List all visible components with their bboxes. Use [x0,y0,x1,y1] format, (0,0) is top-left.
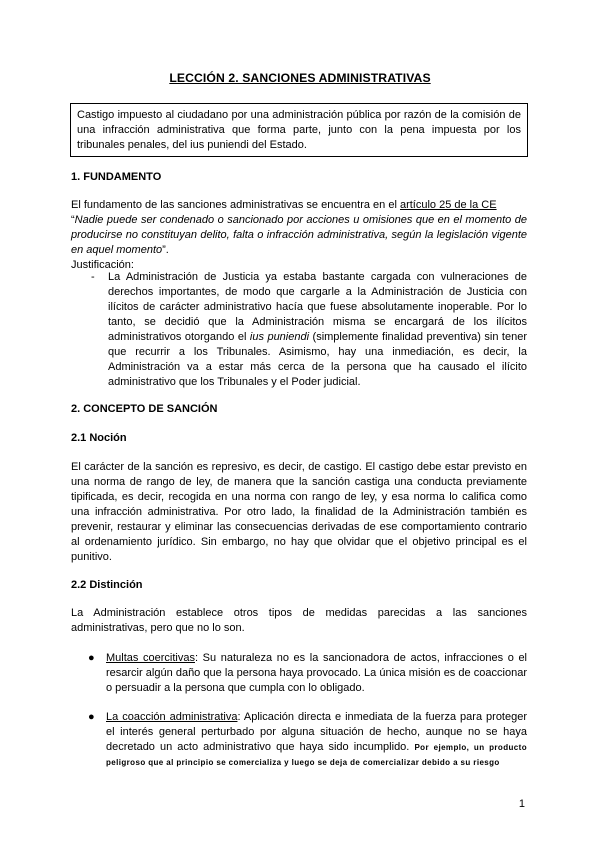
article-link: artículo 25 de la CE [399,199,497,211]
definition-box: Castigo impuesto al ciudadano por una administración pública por razón de la comisión de una infracción administrativa que forma parte, junto con la pena impuesta por los tribunales penales, del ius puniendi del Estado. [70,103,528,157]
section-1-paragraph [71,198,527,273]
page-number: 1 [518,798,525,810]
constitution-quote: Nadie puede ser condenado o sancionado por acciones u omisiones que en el momento de producirse no constituyan delito, falta o infracción administrativa, según la legislación vigente en aquel momento [71,213,527,256]
justification-item [91,270,527,390]
bullet-coaccion-administrativa [88,710,527,770]
multas-coercitivas-term: Multas coercitivas [106,652,195,664]
coaccion-example: Por ejemplo, un producto peligroso que al principio se comercializa y luego se deja de comercializar debido a su riesgo [106,742,527,767]
justification-text-a: La Administración de Justicia ya estaba bastante cargada con vulneraciones de derechos importantes, de modo que cargarle a la Administración de Justicia con ilícitos de carácter administrativo hacía que fuese absolutamente inoperable. Por lo tanto, se decidió que la Administración misma se encargará de los ilícitos administrativos otorgando el [108,271,527,343]
bullet-coaccion-text [106,710,527,770]
section-1-intro: El fundamento de las sanciones administrativas se encuentra en el [71,199,400,211]
bullet-multas-coercitivas [88,651,527,696]
subsection-2-1-paragraph: El carácter de la sanción es represivo, es decir, de castigo. El castigo debe estar previsto en una norma de rango de ley, de manera que la sanción castiga una conducta previamente tipificada, es decir, recogida en una norma con rango de ley, y esa norma lo califica como una infracción administrativa. Por otro lado, la finalidad de la Administración también es prevenir, restaurar y eliminar las consecuencias derivadas de ese comportamiento contrario al ordenamiento jurídico. Sin embargo, no hay que olvidar que el objetivo principal es el punitivo. [71,461,527,563]
subsection-2-2-heading: 2.2 Distinción [71,579,143,591]
multas-coercitivas-desc: : Su naturaleza no es la sancionadora de actos, infracciones o el resarcir algún daño que la persona haya provocado. La única misión es de coaccionar o persuadir a la persona que cumpla con lo obligado. [106,652,528,694]
bullet-marker: ● [88,711,95,723]
section-2-heading: 2. CONCEPTO DE SANCIÓN [71,403,218,415]
coaccion-desc: : Aplicación directa e inmediata de la fuerza para proteger el interés general perturbado por alguna situación de hecho, aunque no se haya decretado un acto administrativo que haya sido incumplido. [106,711,528,753]
page-title: LECCIÓN 2. SANCIONES ADMINISTRATIVAS [169,71,431,85]
quote-close: ”. [162,243,169,256]
justification-text [108,270,527,390]
subsection-2-2-paragraph: La Administración establece otros tipos de medidas parecidas a las sanciones administrativas, pero que no lo son. [71,607,527,634]
justification-text-b: (simplemente finalidad preventiva) sin tener que recurrir a los Tribunales. Asimismo, hay una inmediación, es decir, la Administración va a estar más cerca de la persona que ha causado el ilícito administrativo que los Tribunales y el Poder judicial. [108,330,527,388]
justification-label: Justificación: [71,258,134,271]
section-1-heading: 1. FUNDAMENTO [71,171,162,183]
quote-open: “ [71,213,75,226]
bullet-multas-text [106,651,527,696]
coaccion-term: La coacción administrativa [106,711,238,723]
ius-puniendi-term: ius puniendi [249,330,310,343]
dash-marker: - [91,271,95,283]
bullet-marker: ● [88,652,95,664]
subsection-2-1-heading: 2.1 Noción [71,432,127,444]
